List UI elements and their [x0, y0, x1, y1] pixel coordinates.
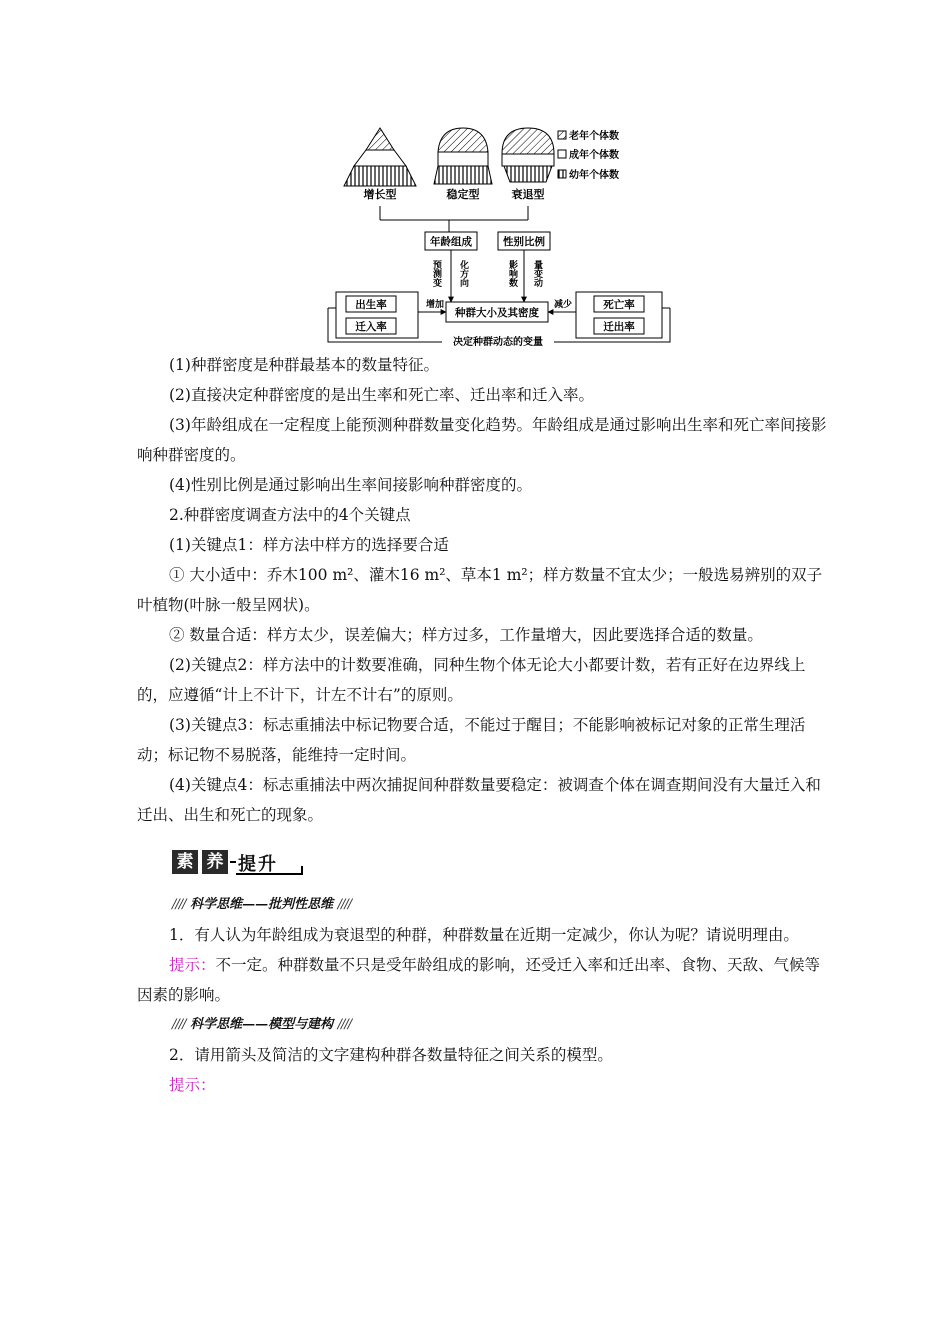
- slash-icon: ////: [172, 897, 186, 912]
- slash-icon: ////: [337, 897, 352, 912]
- pyramid-declining: [502, 128, 554, 182]
- section-banner: [172, 844, 827, 884]
- svg-text:种群大小及其密度: 种群大小及其密度: [455, 307, 539, 319]
- paragraph-2: (2)直接决定种群密度的是出生率和死亡率、迁出率和迁入率。: [169, 386, 594, 404]
- paragraph-3: (3)年龄组成在一定程度上能预测种群数量变化趋势。年龄组成是通过影响出生率和死亡率间接影响种群密度的。: [137, 416, 827, 464]
- legend-old: 老年个体数: [569, 131, 619, 142]
- pyramid-stable: [434, 128, 492, 184]
- banner-text: 提升: [238, 854, 278, 875]
- paragraph-11: (4)关键点4：标志重捕法中两次捕捉间种群数量要稳定：被调查个体在调查期间没有大量迁入和迁出、出生和死亡的现象。: [137, 776, 821, 824]
- paragraph-1: (1)种群密度是种群最基本的数量特征。: [169, 356, 439, 374]
- pyramid-growing: [344, 128, 416, 186]
- slash-icon: ////: [337, 1017, 352, 1032]
- section1-hint: [137, 950, 827, 1010]
- paragraph-9: (2)关键点2：样方法中的计数要准确，同种生物个体无论大小都要计数，若有正好在边界线上的，应遵循“计上不计下，计左不计右”的原则。: [137, 656, 806, 704]
- paragraph-4: (4)性别比例是通过影响出生率间接影响种群密度的。: [169, 476, 532, 494]
- paragraph-6: (1)关键点1：样方法中样方的选择要合适: [169, 536, 449, 554]
- paragraph-7: ① 大小适中：乔木100 m²、灌木16 m²、草本1 m²；样方数量不宜太少；一般选易辨别的双子叶植物(叶脉一般呈网状)。: [137, 566, 823, 614]
- svg-text:出生率: 出生率: [355, 299, 387, 311]
- label-growing: 增长型: [363, 188, 397, 201]
- label-decrease: 减少: [554, 300, 573, 310]
- label-declining: 衰退型: [511, 188, 545, 201]
- paragraph-5: 2.种群密度调查方法中的4个关键点: [169, 506, 411, 524]
- legend-young: 幼年个体数: [569, 170, 619, 181]
- section1-title: //// 科学思维——批判性思维 ////: [172, 897, 352, 912]
- label-increase: 增加: [426, 300, 445, 310]
- label-bottom: 决定种群动态的变量: [453, 337, 543, 348]
- legend: [558, 129, 619, 181]
- svg-text:迁入率: 迁入率: [355, 321, 387, 333]
- banner-char-1: 素: [172, 850, 198, 874]
- section2-hint: [137, 1070, 827, 1100]
- slash-icon: ////: [172, 1017, 186, 1032]
- section1-question: 1．有人认为年龄组成为衰退型的种群，种群数量在近期一定减少，你认为呢？请说明理由。: [169, 926, 799, 944]
- svg-text:死亡率: 死亡率: [603, 299, 635, 311]
- label-predict-2: 化方向: [458, 260, 468, 287]
- svg-text:性别比例: 性别比例: [503, 236, 545, 248]
- label-affect-1: 影响数: [507, 260, 517, 287]
- label-stable: 稳定型: [446, 188, 480, 201]
- svg-text:年龄组成: 年龄组成: [430, 236, 472, 248]
- paragraph-8: ② 数量合适：样方太少，误差偏大；样方过多，工作量增大，因此要选择合适的数量。: [169, 626, 763, 644]
- main-content: [137, 350, 827, 1100]
- label-affect-2: 量变动: [532, 260, 542, 287]
- banner-char-2: 养: [202, 850, 228, 874]
- population-diagram: [318, 122, 680, 348]
- section2-question: 2．请用箭头及简洁的文字建构种群各数量特征之间关系的模型。: [169, 1046, 613, 1064]
- hint-label: 提示：: [169, 1076, 216, 1094]
- paragraph-10: (3)关键点3：标志重捕法中标记物要合适，不能过于醒目；不能影响被标记对象的正常生理活动；标记物不易脱落，能维持一定时间。: [137, 716, 806, 764]
- legend-adult: 成年个体数: [569, 150, 619, 161]
- label-predict-1: 预测变: [431, 260, 441, 287]
- hint-text: 不一定。种群数量不只是受年龄组成的影响，还受迁入率和迁出率、食物、天敌、气候等因素的影响。: [137, 956, 821, 1004]
- svg-text:迁出率: 迁出率: [603, 321, 635, 333]
- hint-label: 提示：: [169, 956, 216, 974]
- banner-tail: [230, 848, 310, 876]
- section2-title: //// 科学思维——模型与建构 ////: [172, 1017, 352, 1032]
